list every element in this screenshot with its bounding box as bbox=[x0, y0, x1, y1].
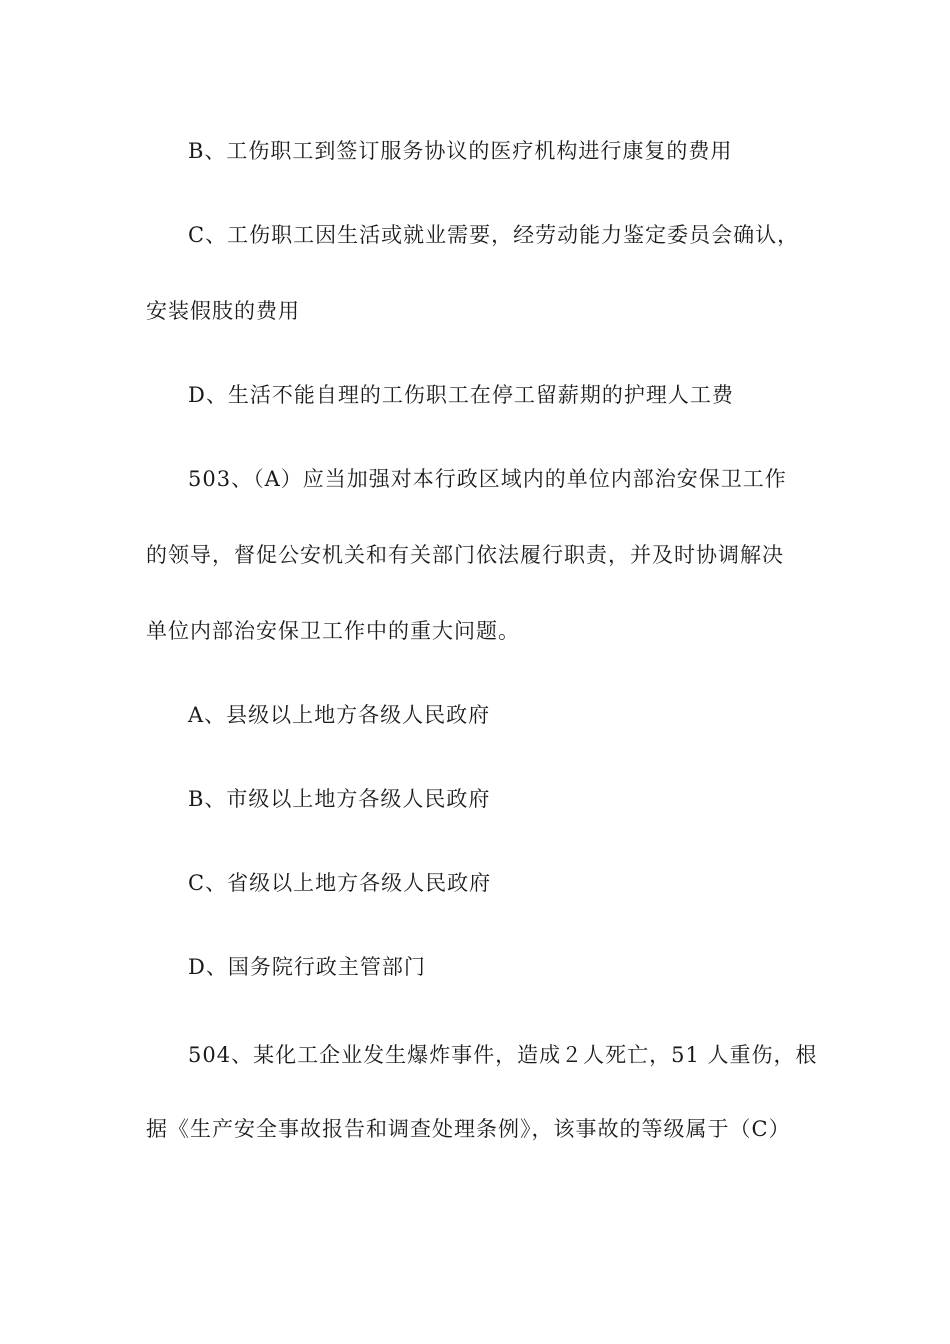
q503-option-d: D、国务院行政主管部门 bbox=[188, 955, 426, 979]
q503-option-a: A、县级以上地方各级人民政府 bbox=[188, 703, 491, 727]
q502-option-b: B、工伤职工到签订服务协议的医疗机构进行康复的费用 bbox=[188, 139, 733, 163]
q503-option-c: C、省级以上地方各级人民政府 bbox=[188, 871, 492, 895]
q503-text-line2: 的领导，督促公安机关和有关部门依法履行职责，并及时协调解决 bbox=[146, 543, 784, 567]
q504-text-line2: 据《生产安全事故报告和调查处理条例》，该事故的等级属于（C） bbox=[146, 1117, 791, 1141]
q503-text-line3: 单位内部治安保卫工作中的重大问题。 bbox=[146, 619, 520, 643]
q503-text-line1: 503、（A）应当加强对本行政区域内的单位内部治安保卫工作 bbox=[188, 467, 787, 491]
q502-option-c-line2: 安装假肢的费用 bbox=[146, 299, 300, 323]
q503-option-b: B、市级以上地方各级人民政府 bbox=[188, 787, 491, 811]
q502-option-d: D、生活不能自理的工伤职工在停工留薪期的护理人工费 bbox=[188, 383, 734, 407]
q502-option-c-line1: C、工伤职工因生活或就业需要，经劳动能力鉴定委员会确认， bbox=[188, 223, 800, 247]
q504-text-line1: 504、某化工企业发生爆炸事件，造成２人死亡，51 人重伤，根 bbox=[188, 1043, 818, 1067]
